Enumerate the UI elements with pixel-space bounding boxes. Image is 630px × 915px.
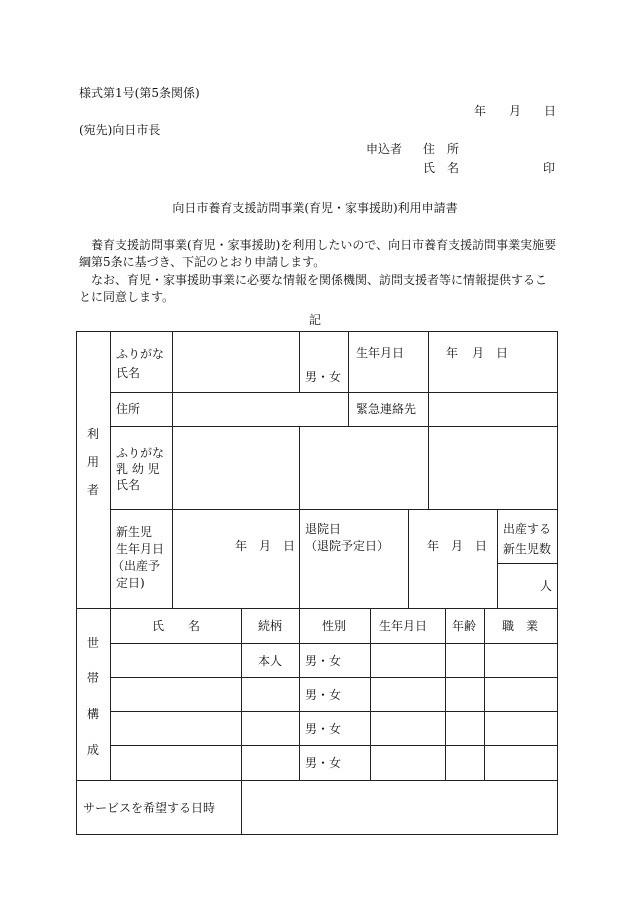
household-header-name: 氏 名 (152, 619, 201, 633)
document-title: 向日市養育支援訪問事業(育児・家事援助)利用申請書 (172, 201, 458, 215)
applicant-address-label: 住 所 (423, 142, 460, 156)
newborn-count-label-2: 新生児数 (503, 542, 552, 556)
user-sex-options: 男・女 (305, 370, 342, 384)
infant-name-label: 氏名 (116, 478, 141, 492)
birthdate-day: 日 (496, 346, 509, 360)
birthdate-label: 生年月日 (356, 346, 405, 360)
birthdate-year: 年 (446, 346, 459, 360)
infant-furigana-label: ふりがな (116, 446, 165, 460)
emergency-contact-label: 緊急連絡先 (356, 402, 417, 416)
household-header-relation: 続柄 (258, 619, 283, 633)
newborn-expected-label: （出産予 (112, 559, 161, 573)
household-row-1-relation: 本人 (258, 654, 283, 668)
ki-heading: 記 (308, 313, 321, 327)
form-number: 様式第1号(第5条関係) (79, 86, 200, 100)
newborn-birthdate-label: 生年月日 (116, 542, 165, 556)
household-side-char-3: 構 (86, 707, 99, 721)
paragraph-request: 養育支援訪問事業(育児・家事援助)を利用したいので、向日市養育支援訪問事業実施要綱第5条に基づき、下記のとおり申請します。 (79, 238, 557, 269)
user-side-char-3: 者 (86, 483, 99, 497)
household-side-char-2: 帯 (86, 671, 99, 685)
household-side-char-4: 成 (86, 743, 99, 757)
address-label: 住所 (116, 402, 141, 416)
date-year-label: 年 (474, 104, 487, 118)
applicant-label: 申込者 (366, 142, 403, 156)
household-row-3-sex: 男・女 (305, 722, 342, 736)
household-header-birthdate: 生年月日 (379, 619, 428, 633)
household-row-2-sex: 男・女 (305, 688, 342, 702)
seal-mark: 印 (543, 161, 556, 175)
furigana-label: ふりがな (116, 347, 165, 361)
discharge-date-label: 退院日 (305, 522, 342, 536)
applicant-name-label: 氏 名 (423, 161, 460, 175)
user-name-label: 氏名 (116, 366, 141, 380)
expected-discharge-label: （退院予定日） (305, 539, 390, 553)
discharge-year: 年 (427, 539, 440, 553)
birthdate-month: 月 (472, 346, 485, 360)
paragraph-consent: なお、育児・家事援助事業に必要な情報を関係機関、訪問支援者等に情報提供することに同意します。 (79, 273, 548, 304)
household-row-4-sex: 男・女 (305, 756, 342, 770)
newborn-label: 新生児 (116, 525, 153, 539)
household-header-occupation: 職 業 (502, 619, 539, 633)
household-header-sex: 性別 (322, 619, 347, 633)
newborn-count-label-1: 出産する (503, 522, 552, 536)
household-side-char-1: 世 (86, 636, 99, 650)
person-unit: 人 (540, 579, 553, 593)
user-side-char-1: 利 (86, 427, 99, 441)
household-row-1-sex: 男・女 (305, 654, 342, 668)
newborn-month: 月 (259, 539, 272, 553)
discharge-month: 月 (451, 539, 464, 553)
newborn-day: 日 (283, 539, 296, 553)
user-side-char-2: 用 (86, 455, 99, 469)
discharge-day: 日 (475, 539, 488, 553)
service-datetime-label: サービスを希望する日時 (83, 801, 216, 815)
household-header-age: 年齢 (452, 619, 477, 633)
addressee: (宛先)向日市長 (79, 123, 161, 137)
date-day-label: 日 (544, 104, 557, 118)
date-month-label: 月 (509, 104, 522, 118)
newborn-year: 年 (235, 539, 248, 553)
newborn-expected-date-label: 定日) (116, 576, 145, 590)
infant-label: 乳 幼 児 (116, 462, 160, 476)
